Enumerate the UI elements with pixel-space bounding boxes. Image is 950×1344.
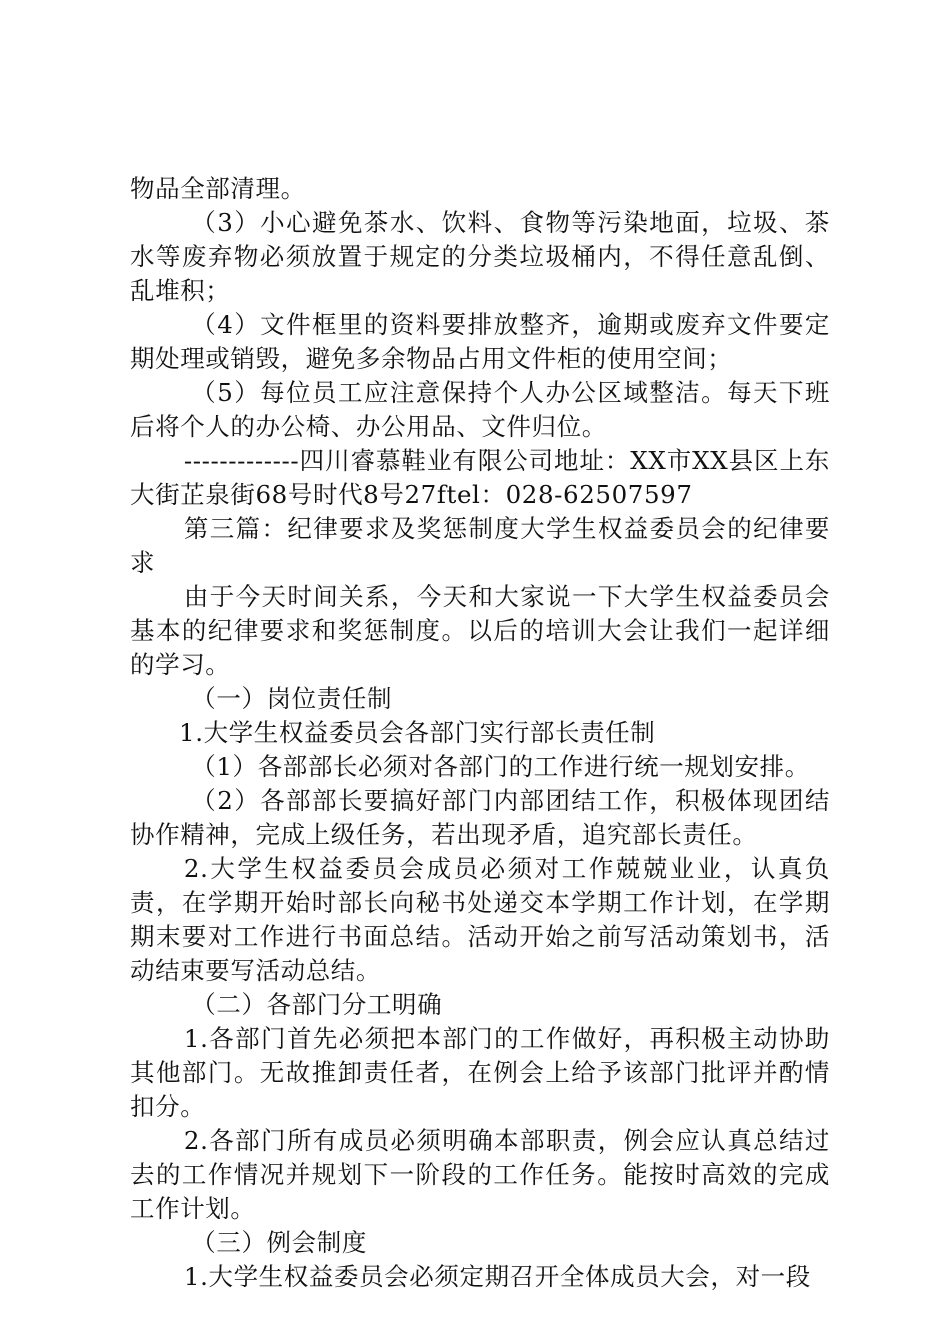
paragraph-intro: 由于今天时间关系，今天和大家说一下大学生权益委员会基本的纪律要求和奖惩制度。以后的培训大会让我们一起详细的学习。 — [130, 582, 830, 679]
list-subitem-2: （2）各部部长要搞好部门内部团结工作，积极体现团结协作精神，完成上级任务，若出现矛盾，追究部长责任。 — [130, 786, 830, 849]
list-item-1: 1.大学生权益委员会各部门实行部长责任制 — [179, 718, 656, 747]
subheading-3: （三）例会制度 — [191, 1228, 367, 1257]
document-body — [130, 172, 830, 1294]
section-heading-part-three: 第三篇：纪律要求及奖惩制度大学生权益委员会的纪律要求 — [130, 514, 830, 577]
paragraph-2: （3）小心避免茶水、饮料、食物等污染地面，垃圾、茶水等废弃物必须放置于规定的分类垃圾桶内，不得任意乱倒、乱堆积； — [130, 208, 830, 305]
paragraph-3: （4）文件框里的资料要排放整齐，逾期或废弃文件要定期处理或销毁，避免多余物品占用文件柜的使用空间； — [130, 310, 830, 373]
list-subitem-1: （1）各部部长必须对各部门的工作进行统一规划安排。 — [191, 752, 810, 781]
list-item-3: 1.各部门首先必须把本部门的工作做好，再积极主动协助其他部门。无故推卸责任者，在例会上给予该部门批评并酌情扣分。 — [130, 1024, 830, 1121]
subheading-1: （一）岗位责任制 — [191, 684, 393, 713]
list-item-5: 1.大学生权益委员会必须定期召开全体成员大会，对一段 — [183, 1262, 811, 1291]
paragraph-4: （5）每位员工应注意保持个人办公区域整洁。每天下班后将个人的办公椅、办公用品、文件归位。 — [130, 378, 830, 441]
list-item-4: 2.各部门所有成员必须明确本部职责，例会应认真总结过去的工作情况并规划下一阶段的工作任务。能按时高效的完成工作计划。 — [130, 1126, 830, 1223]
list-item-2: 2.大学生权益委员会成员必须对工作兢兢业业，认真负责，在学期开始时部长向秘书处递交本学期工作计划，在学期期末要对工作进行书面总结。活动开始之前写活动策划书，活动结束要写活动总结。 — [130, 854, 830, 985]
company-address-line: -------------四川睿慕鞋业有限公司地址：XX市XX县区上东大街芷泉街68号时代8号27ftel：028-62507597 — [130, 446, 830, 509]
subheading-2: （二）各部门分工明确 — [191, 990, 443, 1019]
paragraph-1: 物品全部清理。 — [130, 174, 306, 203]
